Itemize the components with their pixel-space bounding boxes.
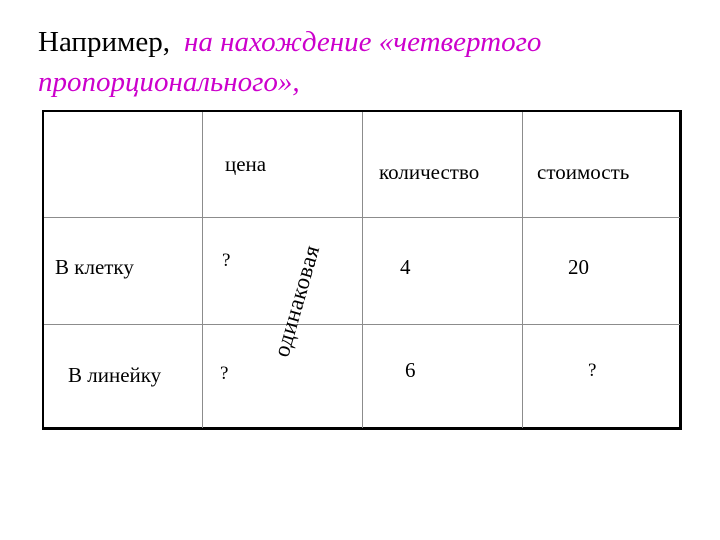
slide-heading <box>38 22 698 102</box>
heading-lead: Например, <box>38 26 170 58</box>
row1-price: ? <box>222 250 231 271</box>
row-divider-header <box>44 217 680 218</box>
row-divider-middle <box>44 324 680 325</box>
row1-cost: 20 <box>568 255 589 279</box>
row1-quantity: 4 <box>400 255 411 279</box>
row1-label: В клетку <box>55 255 134 279</box>
header-price: цена <box>225 152 267 176</box>
column-divider-label-price <box>202 112 203 428</box>
column-divider-price-quantity <box>362 112 363 428</box>
header-cost: стоимость <box>537 160 630 184</box>
column-divider-quantity-cost <box>522 112 523 428</box>
rotated-note: одинаковая <box>268 242 325 360</box>
row2-label: В линейку <box>68 363 162 387</box>
row2-quantity: 6 <box>405 358 416 382</box>
row2-cost: ? <box>588 360 597 381</box>
header-quantity: количество <box>379 160 480 184</box>
row2-price: ? <box>220 363 229 384</box>
heading-emphasis-line1: на нахождение «четвертого <box>183 26 542 58</box>
heading-emphasis-line2: пропорционального», <box>38 66 300 98</box>
